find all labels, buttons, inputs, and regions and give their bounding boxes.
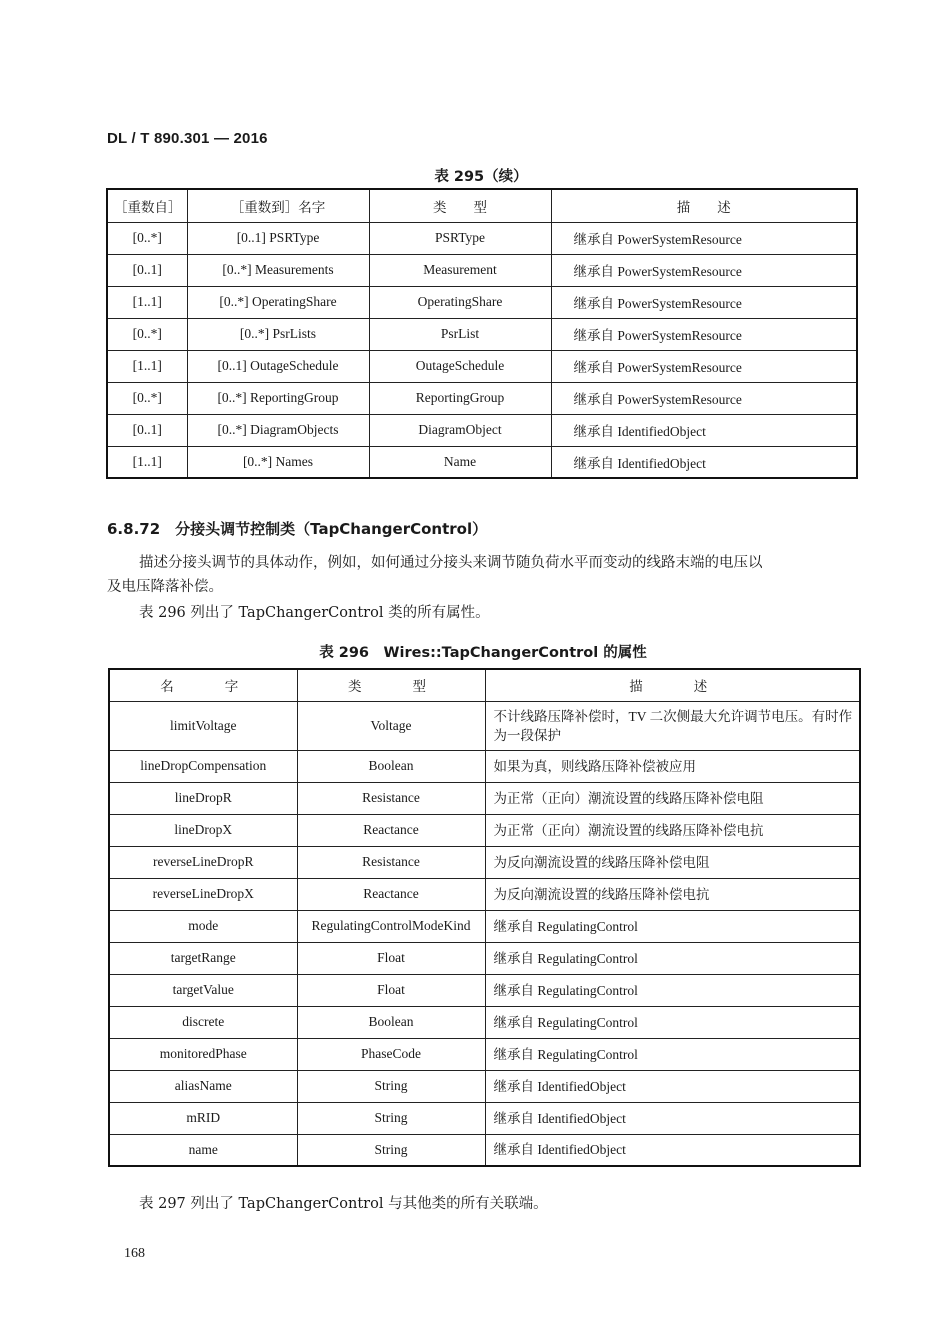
document-code: DL / T 890.301 — 2016 [107, 130, 268, 147]
table-cell: mRID [109, 1102, 297, 1134]
table-cell: [0..*] PsrLists [187, 318, 369, 350]
table-cell: OutageSchedule [369, 350, 551, 382]
table-row [109, 1006, 860, 1038]
table-row [107, 222, 857, 254]
table-cell: PhaseCode [297, 1038, 485, 1070]
table-cell: 继承自 PowerSystemResource [551, 286, 857, 318]
table-row [109, 1070, 860, 1102]
table-296-header-cell: 名 字 [109, 669, 297, 701]
table-row [107, 350, 857, 382]
table-cell: [0..1] OutageSchedule [187, 350, 369, 382]
table-cell: [0..*] [107, 382, 187, 414]
table-cell: Float [297, 974, 485, 1006]
table-row [107, 318, 857, 350]
table-cell: Float [297, 942, 485, 974]
table-cell: String [297, 1134, 485, 1166]
table-cell: [0..*] [107, 222, 187, 254]
table-cell: 为正常（正向）潮流设置的线路压降补偿电阻 [485, 782, 860, 814]
footer-paragraph: 表 297 列出了 TapChangerControl 与其他类的所有关联端。 [139, 1196, 548, 1212]
table-cell: monitoredPhase [109, 1038, 297, 1070]
table-cell: 不计线路压降补偿时，TV 二次侧最大允许调节电压。有时作为一段保护 [485, 701, 860, 750]
table-295-header-cell: 描 述 [551, 189, 857, 222]
table-cell: name [109, 1134, 297, 1166]
table-cell: 继承自 IdentifiedObject [485, 1070, 860, 1102]
table-cell: 继承自 PowerSystemResource [551, 382, 857, 414]
table-cell: 继承自 RegulatingControl [485, 974, 860, 1006]
table-cell: [0..1] PSRType [187, 222, 369, 254]
table-row [107, 414, 857, 446]
table-cell: 为反向潮流设置的线路压降补偿电阻 [485, 846, 860, 878]
table-cell: 继承自 PowerSystemResource [551, 254, 857, 286]
table-295-header-cell: ［重数自］ [107, 189, 187, 222]
section-paragraph-line-2: 及电压降落补偿。 [107, 579, 223, 595]
table-row [109, 701, 860, 750]
table-cell: 继承自 PowerSystemResource [551, 222, 857, 254]
table-cell: reverseLineDropX [109, 878, 297, 910]
table-row [109, 942, 860, 974]
table-295-header-row [107, 189, 857, 222]
table-row [109, 814, 860, 846]
table-cell: limitVoltage [109, 701, 297, 750]
table-296-header-cell: 类 型 [297, 669, 485, 701]
table-cell: Boolean [297, 750, 485, 782]
table-cell: Measurement [369, 254, 551, 286]
table-cell: String [297, 1102, 485, 1134]
table-cell: 继承自 IdentifiedObject [551, 414, 857, 446]
table-cell: discrete [109, 1006, 297, 1038]
table-row [109, 782, 860, 814]
table-cell: String [297, 1070, 485, 1102]
section-title: 6.8.72 分接头调节控制类（TapChangerControl） [107, 520, 488, 538]
table-cell: [0..*] [107, 318, 187, 350]
table-296-header-row [109, 669, 860, 701]
table-cell: 继承自 RegulatingControl [485, 1006, 860, 1038]
table-cell: Reactance [297, 814, 485, 846]
table-cell: lineDropCompensation [109, 750, 297, 782]
table-cell: [0..1] [107, 254, 187, 286]
table-row [107, 446, 857, 478]
table-cell: 为反向潮流设置的线路压降补偿电抗 [485, 878, 860, 910]
table-row [107, 254, 857, 286]
table-cell: [0..*] OperatingShare [187, 286, 369, 318]
table-cell: [0..*] Names [187, 446, 369, 478]
table-cell: [1..1] [107, 446, 187, 478]
table-cell: lineDropR [109, 782, 297, 814]
table-cell: 继承自 RegulatingControl [485, 1038, 860, 1070]
table-295 [106, 188, 858, 479]
table-cell: 继承自 PowerSystemResource [551, 318, 857, 350]
table-cell: RegulatingControlModeKind [297, 910, 485, 942]
table-cell: 继承自 IdentifiedObject [551, 446, 857, 478]
section-paragraph-table-ref: 表 296 列出了 TapChangerControl 类的所有属性。 [139, 605, 490, 621]
table-row [109, 910, 860, 942]
table-cell: Boolean [297, 1006, 485, 1038]
table-cell: lineDropX [109, 814, 297, 846]
table-cell: 继承自 RegulatingControl [485, 942, 860, 974]
table-cell: Name [369, 446, 551, 478]
table-row [109, 974, 860, 1006]
table-cell: Voltage [297, 701, 485, 750]
table-cell: [1..1] [107, 350, 187, 382]
table-cell: PsrList [369, 318, 551, 350]
table-row [109, 1102, 860, 1134]
table-cell: 继承自 IdentifiedObject [485, 1134, 860, 1166]
section-paragraph-line-1: 描述分接头调节的具体动作，例如，如何通过分接头来调节随负荷水平而变动的线路末端的电压以 [139, 555, 763, 571]
table-cell: mode [109, 910, 297, 942]
table-row [109, 750, 860, 782]
table-cell: 如果为真，则线路压降补偿被应用 [485, 750, 860, 782]
table-cell: 继承自 PowerSystemResource [551, 350, 857, 382]
table-cell: [0..*] DiagramObjects [187, 414, 369, 446]
page-number: 168 [124, 1246, 145, 1261]
table-cell: [0..1] [107, 414, 187, 446]
table-cell: [0..*] ReportingGroup [187, 382, 369, 414]
table-296 [108, 668, 861, 1167]
table-cell: reverseLineDropR [109, 846, 297, 878]
table-row [109, 1038, 860, 1070]
table-295-header-cell: ［重数到］名字 [187, 189, 369, 222]
table-cell: aliasName [109, 1070, 297, 1102]
table-295-header-cell: 类 型 [369, 189, 551, 222]
table-cell: Resistance [297, 846, 485, 878]
table-cell: ReportingGroup [369, 382, 551, 414]
table-row [109, 878, 860, 910]
table-295-caption: 表 295（续） [434, 169, 528, 185]
table-cell: 继承自 IdentifiedObject [485, 1102, 860, 1134]
table-row [109, 846, 860, 878]
table-cell: [1..1] [107, 286, 187, 318]
table-cell: OperatingShare [369, 286, 551, 318]
table-cell: Resistance [297, 782, 485, 814]
table-row [109, 1134, 860, 1166]
table-cell: Reactance [297, 878, 485, 910]
table-296-caption: 表 296 Wires::TapChangerControl 的属性 [319, 645, 647, 661]
table-cell: DiagramObject [369, 414, 551, 446]
table-cell: 为正常（正向）潮流设置的线路压降补偿电抗 [485, 814, 860, 846]
table-cell: targetRange [109, 942, 297, 974]
table-cell: [0..*] Measurements [187, 254, 369, 286]
table-cell: 继承自 RegulatingControl [485, 910, 860, 942]
table-row [107, 286, 857, 318]
table-cell: targetValue [109, 974, 297, 1006]
table-cell: PSRType [369, 222, 551, 254]
table-296-header-cell: 描 述 [485, 669, 860, 701]
table-row [107, 382, 857, 414]
